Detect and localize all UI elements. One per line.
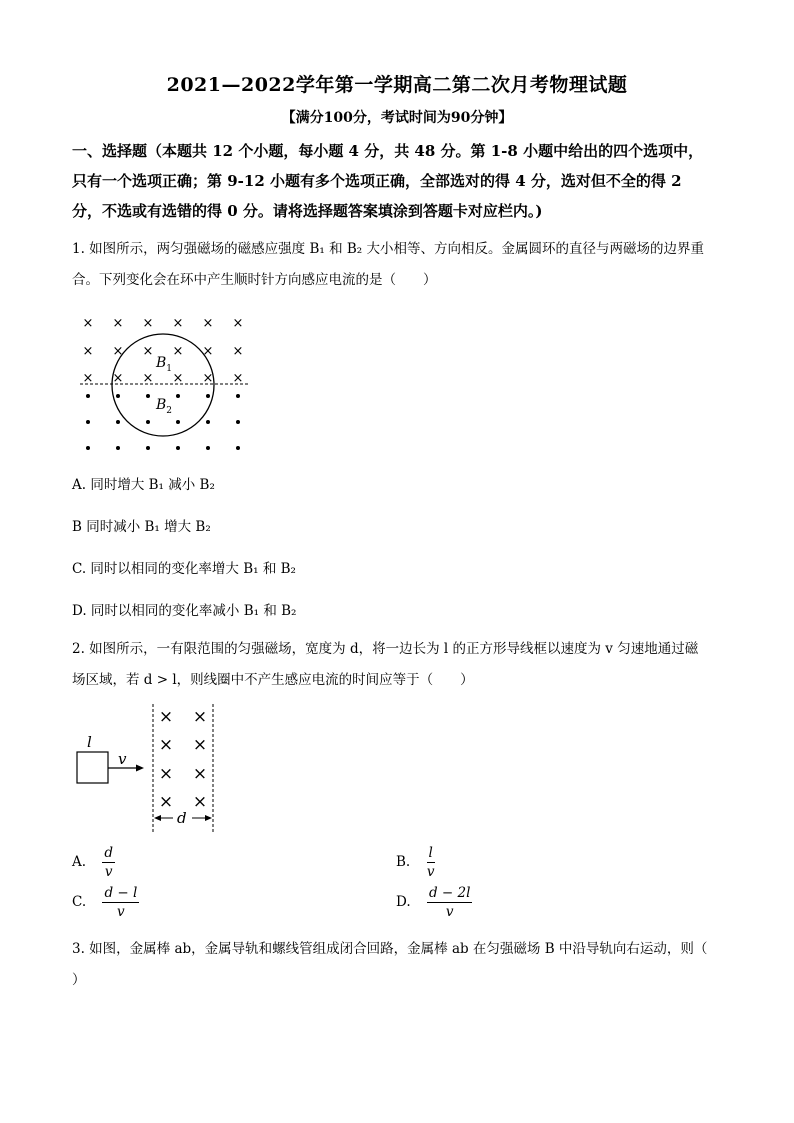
square-loop — [77, 752, 108, 783]
dot-mark — [116, 394, 120, 398]
option-letter: A. — [72, 854, 87, 870]
option-1d[interactable]: D. 同时以相同的变化率减小 B₁ 和 B₂ — [72, 603, 297, 619]
question-2-figure — [70, 700, 230, 835]
option-2c[interactable] — [72, 884, 139, 921]
dot-mark — [176, 394, 180, 398]
question-1-line-2: 合。下列变化会在环中产生顺时针方向感应电流的是（ ） — [72, 272, 437, 288]
cross-mark: × — [202, 316, 214, 331]
section-line-3: 分，不选或有选错的得 0 分。请将选择题答案填涂到答题卡对应栏内。) — [72, 202, 543, 220]
dot-mark — [146, 394, 150, 398]
dot-mark — [206, 394, 210, 398]
section-instructions — [72, 136, 732, 226]
question-3-line-1: 3. 如图，金属棒 ab，金属导轨和螺线管组成闭合回路，金属棒 ab 在匀强磁场 B 中沿导轨向右运动，则（ — [72, 941, 708, 957]
dot-mark — [236, 420, 240, 424]
dot-mark — [176, 420, 180, 424]
cross-mark: × — [112, 316, 124, 331]
dot-mark — [116, 420, 120, 424]
dot-mark — [86, 420, 90, 424]
dot-mark — [116, 446, 120, 450]
dim-right-arrowhead — [205, 815, 212, 821]
cross-mark: × — [158, 735, 174, 755]
option-2b[interactable] — [396, 844, 435, 881]
fraction: $\frac{l}{v}$ — [426, 845, 435, 880]
dot-mark — [86, 394, 90, 398]
cross-mark: × — [82, 316, 94, 331]
cross-mark: × — [142, 344, 154, 359]
cross-mark: × — [172, 316, 184, 331]
cross-mark: × — [172, 344, 184, 359]
option-letter: D. — [396, 894, 411, 910]
cross-mark: × — [172, 371, 184, 386]
section-line-2: 只有一个选项正确；第 9-12 小题有多个选项正确，全部选对的得 4 分，选对但不全的得 2 — [72, 172, 682, 190]
cross-mark: × — [142, 371, 154, 386]
option-1b[interactable]: B 同时减小 B₁ 增大 B₂ — [72, 519, 211, 535]
velocity-arrowhead — [136, 765, 144, 772]
option-letter: C. — [72, 894, 87, 910]
question-1-line-1: 1. 如图所示，两匀强磁场的磁感应强度 B₁ 和 B₂ 大小相等、方向相反。金属圆环的直径与两磁场的边界重 — [72, 241, 705, 257]
cross-mark: × — [112, 371, 124, 386]
cross-mark: × — [192, 764, 208, 784]
cross-mark: × — [232, 371, 244, 386]
cross-mark: × — [232, 344, 244, 359]
cross-mark: × — [82, 344, 94, 359]
question-1-options — [72, 470, 732, 638]
cross-mark: × — [232, 316, 244, 331]
cross-mark: × — [82, 371, 94, 386]
question-1-stem — [72, 234, 732, 296]
field-marks — [83, 316, 244, 450]
dot-mark — [146, 446, 150, 450]
dot-mark — [176, 446, 180, 450]
option-2a[interactable] — [72, 844, 115, 881]
dim-left-arrowhead — [154, 815, 161, 821]
option-2d[interactable] — [396, 884, 472, 921]
cross-mark: × — [158, 792, 174, 812]
cross-mark: × — [192, 707, 208, 727]
dot-mark — [86, 446, 90, 450]
cross-mark: × — [158, 764, 174, 784]
dot-mark — [206, 446, 210, 450]
option-1a[interactable]: A. 同时增大 B₁ 减小 B₂ — [72, 477, 215, 493]
fraction: $\frac{d}{v}$ — [104, 845, 113, 880]
cross-mark: × — [192, 792, 208, 812]
dot-mark — [236, 394, 240, 398]
cross-mark: × — [192, 735, 208, 755]
cross-mark: × — [142, 316, 154, 331]
option-1c[interactable]: C. 同时以相同的变化率增大 B₁ 和 B₂ — [72, 561, 296, 577]
label-b2: $B_2$ — [156, 397, 173, 416]
question-2-stem — [72, 634, 732, 696]
exam-info: 【满分100分，考试时间为90分钟】 — [281, 110, 513, 126]
label-b1: $B_1$ — [156, 355, 173, 374]
cross-mark: × — [202, 344, 214, 359]
option-letter: B. — [396, 854, 411, 870]
question-1-figure — [76, 310, 256, 460]
cross-mark: × — [202, 371, 214, 386]
question-3-line-2: ） — [72, 972, 86, 988]
question-3-stem — [72, 934, 732, 996]
field-crosses — [159, 707, 207, 812]
dot-mark — [236, 446, 240, 450]
fraction: $\frac{d - l}{v}$ — [104, 885, 138, 920]
section-line-1: 一、选择题（本题共 12 个小题，每小题 4 分，共 48 分。第 1-8 小题中给出的四个选项中， — [72, 142, 704, 160]
dot-mark — [146, 420, 150, 424]
fraction: $\frac{d - 2l}{v}$ — [428, 885, 471, 920]
label-d: d — [177, 809, 187, 827]
question-2-line-1: 2. 如图所示，一有限范围的匀强磁场，宽度为 d，将一边长为 l 的正方形导线框以速度为 v 匀速地通过磁 — [72, 641, 699, 657]
dot-mark — [206, 420, 210, 424]
cross-mark: × — [158, 707, 174, 727]
label-v: v — [118, 750, 127, 768]
question-2-line-2: 场区域，若 d > l，则线圈中不产生感应电流的时间应等于（ ） — [72, 672, 474, 688]
cross-mark: × — [112, 344, 124, 359]
label-l: l — [87, 733, 92, 751]
metal-ring — [112, 334, 214, 436]
page-title: 2021—2022学年第一学期高二第二次月考物理试题 — [166, 74, 628, 96]
